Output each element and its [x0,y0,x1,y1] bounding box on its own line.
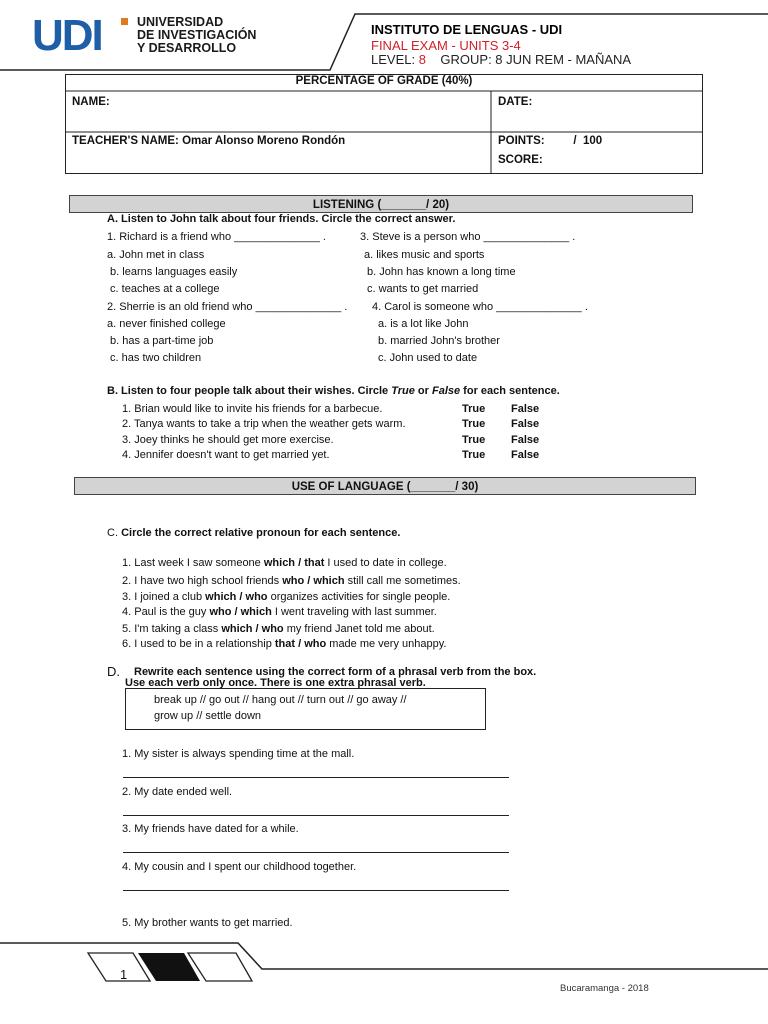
pronoun-item-1: 1. Last week I saw someone which / that I used to date in college. [122,557,447,569]
answer-line-2[interactable] [123,815,509,816]
points-label: POINTS: / 100 [498,135,603,147]
q3-option-c[interactable]: c. wants to get married [367,283,479,295]
phrasal-verbs-line-1: break up // go out // hang out // turn out // go away // [154,694,407,706]
footer-decoration [0,935,768,995]
pronoun-item-6: 6. I used to be in a relationship that / who made me very unhappy. [122,638,447,650]
pronoun-choice-1[interactable]: which / that [263,557,325,569]
tf-1-true[interactable]: True [462,403,486,415]
grade-percentage: PERCENTAGE OF GRADE (40%) [295,75,473,87]
use-of-language-section-bar: USE OF LANGUAGE (_______/ 30) [74,477,696,495]
tf-item-2: 2. Tanya wants to take a trip when the weather gets warm. [122,418,406,430]
q4-option-c[interactable]: c. John used to date [378,352,478,364]
pronoun-item-4: 4. Paul is the guy who / which I went traveling with last summer. [122,606,437,618]
q2-option-b[interactable]: b. has a part-time job [107,335,214,347]
q4-option-a[interactable]: a. is a lot like John [378,318,469,330]
tf-3-true[interactable]: True [462,434,486,446]
tf-2-true[interactable]: True [462,418,486,430]
pronoun-choice-5[interactable]: which / who [221,623,284,635]
question-4: 4. Carol is someone who ______________ . [372,301,588,313]
section-d-letter: D. [107,664,120,679]
question-1: 1. Richard is a friend who ______________ . [107,231,326,243]
tf-item-3: 3. Joey thinks he should get more exercise. [122,434,334,446]
tf-2-false[interactable]: False [511,418,540,430]
answer-line-1[interactable] [123,777,509,778]
section-c-title: C. Circle the correct relative pronoun for each sentence. [107,527,401,539]
rewrite-item-5: 5. My brother wants to get married. [122,917,293,929]
teacher-name: TEACHER'S NAME: Omar Alonso Moreno Rondón [72,135,346,147]
page-number: 1 [120,967,128,982]
section-d-title: Rewrite each sentence using the correct form of a phrasal verb from the box. [134,666,537,678]
pronoun-choice-4[interactable]: who / which [209,606,272,618]
pronoun-choice-3[interactable]: which / who [205,591,268,603]
pronoun-item-2: 2. I have two high school friends who / which still call me sometimes. [122,575,461,587]
pronoun-choice-2[interactable]: who / which [282,575,345,587]
q2-option-a[interactable]: a. never finished college [107,318,226,330]
q1-option-b[interactable]: b. learns languages easily [107,266,238,278]
score-label: SCORE: [498,154,543,166]
university-name: UNIVERSIDAD DE INVESTIGACIÓN Y DESARROLLO [137,15,257,55]
q1-option-a[interactable]: a. John met in class [107,249,205,261]
section-a-title: A. Listen to John talk about four friends. Circle the correct answer. [107,213,456,225]
q2-option-c[interactable]: c. has two children [107,352,202,364]
name-label: NAME: [72,96,110,108]
tf-4-true[interactable]: True [462,449,486,461]
grade-table [65,74,703,174]
q4-option-b[interactable]: b. married John's brother [378,335,500,347]
answer-line-4[interactable] [123,890,509,891]
section-b-title: B. Listen to four people talk about their wishes. Circle True or False for each sentence. [107,385,560,397]
tf-item-1: 1. Brian would like to invite his friends for a barbecue. [122,403,383,415]
section-d-instructions: Use each verb only once. There is one extra phrasal verb. [125,677,426,689]
tf-item-4: 4. Jennifer doesn't want to get married yet. [122,449,330,461]
rewrite-item-2: 2. My date ended well. [122,786,233,798]
pronoun-item-5: 5. I'm taking a class which / who my friend Janet told me about. [122,623,435,635]
level-group: LEVEL: 8 GROUP: 8 JUN REM - MAÑANA [371,52,632,67]
tf-1-false[interactable]: False [511,403,540,415]
logo-letters: UDI [32,14,102,54]
answer-line-3[interactable] [123,852,509,853]
question-2: 2. Sherrie is an old friend who ______________ . [107,301,348,313]
q3-option-b[interactable]: b. John has known a long time [367,266,516,278]
pronoun-item-3: 3. I joined a club which / who organizes activities for single people. [122,591,451,603]
phrasal-verbs-line-2: grow up // settle down [154,710,262,722]
listening-section-bar: LISTENING (_______/ 20) [69,195,693,213]
tf-4-false[interactable]: False [511,449,540,461]
udi-logo-mark [32,14,128,54]
question-3: 3. Steve is a person who ______________ . [360,231,576,243]
tf-3-false[interactable]: False [511,434,540,446]
rewrite-item-4: 4. My cousin and I spent our childhood together. [122,861,357,873]
pronoun-choice-6[interactable]: that / who [274,638,327,650]
footer-city-year: Bucaramanga - 2018 [560,983,649,994]
rewrite-item-1: 1. My sister is always spending time at the mall. [122,748,355,760]
q3-option-a[interactable]: a. likes music and sports [364,249,485,261]
institute-title: INSTITUTO DE LENGUAS - UDI [371,22,563,37]
exam-title: FINAL EXAM - UNITS 3-4 [371,38,521,53]
phrasal-verb-box [125,688,486,730]
rewrite-item-3: 3. My friends have dated for a while. [122,823,299,835]
date-label: DATE: [498,96,533,108]
q1-option-c[interactable]: c. teaches at a college [107,283,220,295]
